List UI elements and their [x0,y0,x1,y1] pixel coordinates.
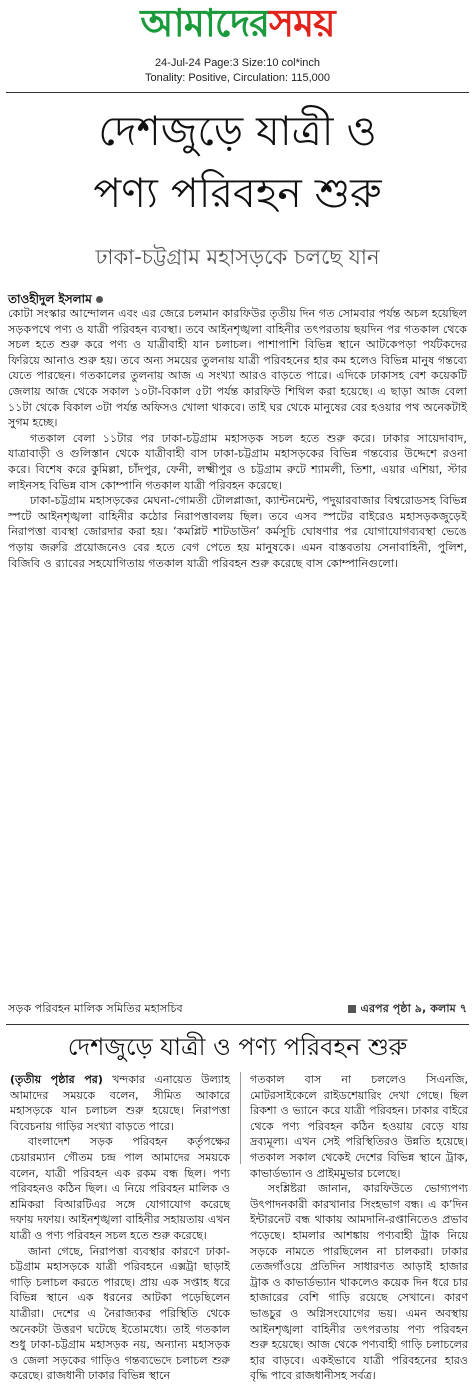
article-last-line: সড়ক পরিবহন মালিক সমিতির মহাসচিব [8,1002,183,1015]
continued-on-text: এরপর পৃষ্ঠা ৯, কলাম ৭ [360,1002,467,1015]
continuation-paragraph: জানা গেছে, নিরাপত্তা ব্যবস্থার কারণে ঢাকা-চট্টগ্রাম মহাসড়কে যাত্রী পরিবহনে এক্সট্রা ছাড়াই গাড়ি চলাচল করতে পারছে। প্রায় এক সপ্তাহ ধরে বিভিন্ন স্থানে এক ধরনের আটকা পড়েছিলেন যাত্রীরা। দেশের এ নৈরাজ্যকর পরিস্থিতি থেকে অনেকটা উত্তরণ ঘটেছে ইতোমধ্যে। তাই গতকাল শুধু ঢাকা-চট্টগ্রাম মহাসড়ক নয়, অন্যান্য মহাসড়ক ও জেলা সড়কের গাড়িও গন্তব্যভেদে চলাচল শুরু করেছে। রাজধানী ঢাকার বিভিন্ন স্থানে [10,1244,230,1383]
square-marker-icon [348,1005,356,1013]
continuation-paragraph: গতকাল বাস না চললেও সিএনজি, মোটরসাইকেলে রাইডশেয়ারিং দেখা গেছে। ছিল রিকশা ও ভ্যানে করে যাত্রী পরিবহন। ঢাকার বাইরে থেকে পণ্য পরিবহন কঠিন হওয়ায় বেড়ে যায় দ্রব্যমূল্য। এখন সেই পরিস্থিতিরও উন্নতি হয়েছে। গতকাল সকাল থেকেই দেশের বিভিন্ন স্থানে ট্রাক, কাভার্ডভ্যান ও প্রাইমমুভার চলেছে। [250,1073,468,1180]
logo-part-1: আমাদের [140,0,269,45]
meta-line-tonality: Tonality: Positive, Circulation: 115,000 [144,72,331,84]
article-paragraph: কোটা সংস্কার আন্দোলন এবং এর জেরে চলমান কারফিউর তৃতীয় দিন গত সোমবার পর্যন্ত অচল হয়েছিল সড়কপথে পণ্য ও যাত্রী পরিবহন ব্যবস্থা। তবে আইনশৃঙ্খলা বাহিনীর তৎপরতায় ছয়দিন পর গতকাল থেকে সচল হতে শুরু করে পণ্য ও যাত্রীবাহী যান চলাচল। পাশাপাশি বিভিন্ন স্থানে আটকেপড়া পর্যটকদের ফিরিয়ে আনাও শুরু হয়। তবে অন্য সময়ের তুলনায় যাত্রী পরিবহনের হার কম হলেও বিভিন্ন মানুষ গন্তব্যে যেতে পারছেন। গতকালের তুলনায় আজ এ সংখ্যা আরও বাড়তে পারে। এদিকে ঢাকাসহ বেশ কয়েকটি জেলায় আজ থেকে সকাল ১০টা-বিকাল ৫টা পর্যন্ত কারফিউ শিথিল করা হয়েছে। এ ছাড়া আজ বেলা ১১টা থেকে বিকাল ৩টা পর্যন্ত অফিসও খোলা থাকবে। তাই ঘর থেকে মানুষের বের হওয়ার পথ অনেকটাই সুগম হচ্ছে। [8,307,467,430]
masthead [0,0,475,52]
continuation-paragraph [10,1072,230,1134]
headline-line-2: পণ্য পরিবহন শুরু [93,169,382,217]
column-divider [240,1072,241,1164]
continuation-row [8,1001,467,1017]
article-paragraph: ঢাকা-চট্টগ্রাম মহাসড়কের মেঘনা-গোমতী টোলপ্লাজা, ক্যান্টনমেন্ট, পদুয়ারবাজার বিশ্বরোডসহ বিভিন্ন স্পটে আইনশৃঙ্খলা বাহিনীর কঠোর নিরাপত্তাবলয় ছিল। তবে এসব স্পটের বাইরেও মহাসড়কজুড়েই নিরাপত্তা ব্যবস্থা জোরদার করা হয়। ‘কমপ্লিট শাটডাউন’ কর্মসূচি ঘোষণার পর যোগাযোগব্যবস্থা ভেঙে পড়ায় জরুরি প্রয়োজনেও বের হতে বেগ পেতে হয় মানুষকে। এমন বাস্তবতায় সেনাবাহিনী, পুলিশ, বিজিবি ও র‌্যাবের সহযোগিতায় গতকাল যাত্রী পরিবহন শুরু করেছে বাস কোম্পানিগুলো। [8,494,467,570]
article-headline [20,100,455,224]
article-subheadline: ঢাকা-চট্টগ্রাম মহাসড়কে চলছে যান [95,245,380,269]
continuation-paragraph: বাংলাদেশ সড়ক পরিবহন কর্তৃপক্ষের চেয়ারম্যান গৌতম চন্দ্র পাল আমাদের সময়কে বলেন, যাত্রী পরিবহন এক রকম বন্ধ ছিল। পণ্য পরিবহনও কঠিন ছিল। এ নিয়ে পরিবহন মালিক ও শ্রমিকরা বিআরটিএর সঙ্গে যোগাযোগ করেছে দফায় দফায়। আইনশৃঙ্খলা বাহিনীর সহায়তায় এখন যাত্রী ও পণ্য পরিবহন সচল হতে শুরু করেছে। [10,1135,230,1242]
byline-name: তাওহীদুল ইসলাম [8,292,92,306]
clipping-meta [0,56,475,86]
section-divider [6,1024,469,1025]
continuation-right-column [250,1072,468,1384]
article-paragraph: গতকাল বেলা ১১টার পর ঢাকা-চট্টগ্রাম মহাসড়ক সচল হতে শুরু করে। ঢাকার সায়েদাবাদ, যাত্রাবাড়ী ও গুলিস্তান থেকে যাত্রীবাহী বাস ঢাকা-চট্টগ্রাম মহাসড়কের বিভিন্ন গন্তব্যের উদ্দেশে রওনা করে। বিশেষ করে কুমিল্লা, চাঁদপুর, ফেনী, লক্ষ্মীপুর ও চট্টগ্রাম রুটে শ্যামলী, তিশা, এয়ার এশিয়া, স্টার লাইনসহ বিভিন্ন বাস কোম্পানি গতকাল যাত্রী পরিবহন করেছে। [8,431,467,492]
logo-part-2: সময় [269,0,335,45]
continuation-tag: (তৃতীয় পৃষ্ঠার পর) [10,1073,103,1086]
article-body [8,306,467,571]
continuation-paragraph: সংশ্লিষ্টরা জানান, কারফিউতে ভোগ্যপণ্য উৎপাদনকারী কারখানার সিংহভাগ বন্ধ। এ ক’দিন ইন্টারনেট বন্ধ থাকায় আমদানি-রপ্তানিতেও প্রভাব পড়েছে। হামলার আশঙ্কায় পণ্যবাহী ট্রাক নিয়ে সড়কে নামতে পারছিলেন না চালকরা। ঢাকার তেজগাঁওয়ে প্রতিদিন সাধারণত আড়াই হাজার ট্রাক ও কাভার্ডভ্যান থাকলেও কয়েক দিন ধরে চার হাজারের বেশি গাড়ি রয়েছে সেখানে। কারণ ভাঙচুর ও অগ্নিসংযোগের ভয়। এমন অবস্থায় আইনশৃঙ্খলা বাহিনীর তৎপরতায় পণ্য পরিবহন শুরু হয়েছে। আজ থেকে পণ্যবাহী গাড়ি চলাচলের হার বাড়বে। একইভাবে যাত্রী পরিবহনের হারও বৃদ্ধি পাবে রাজধানীসহ সর্বত্র। [250,1182,468,1383]
continuation-headline: দেশজুড়ে যাত্রী ও পণ্য পরিবহন শুরু [67,1033,408,1061]
continued-on-note [348,1001,467,1017]
byline-bullet-icon [96,296,103,303]
newspaper-logo [0,0,475,46]
top-divider [6,92,469,93]
continuation-left-column [10,1072,230,1384]
continuation-paragraph-text: খন্দকার এনায়েত উল্যাহ আমাদের সময়কে বলেন, সীমিত আকারে মহাসড়কে যান চলাচল শুরু হয়েছে। নিরাপত্তা বিবেচনায় গাড়ির সংখ্যা বাড়তে পারে। [10,1073,230,1133]
meta-line-date-page: 24-Jul-24 Page:3 Size:10 col*inch [154,57,321,69]
headline-line-1: দেশজুড়ে যাত্রী ও [98,107,377,155]
